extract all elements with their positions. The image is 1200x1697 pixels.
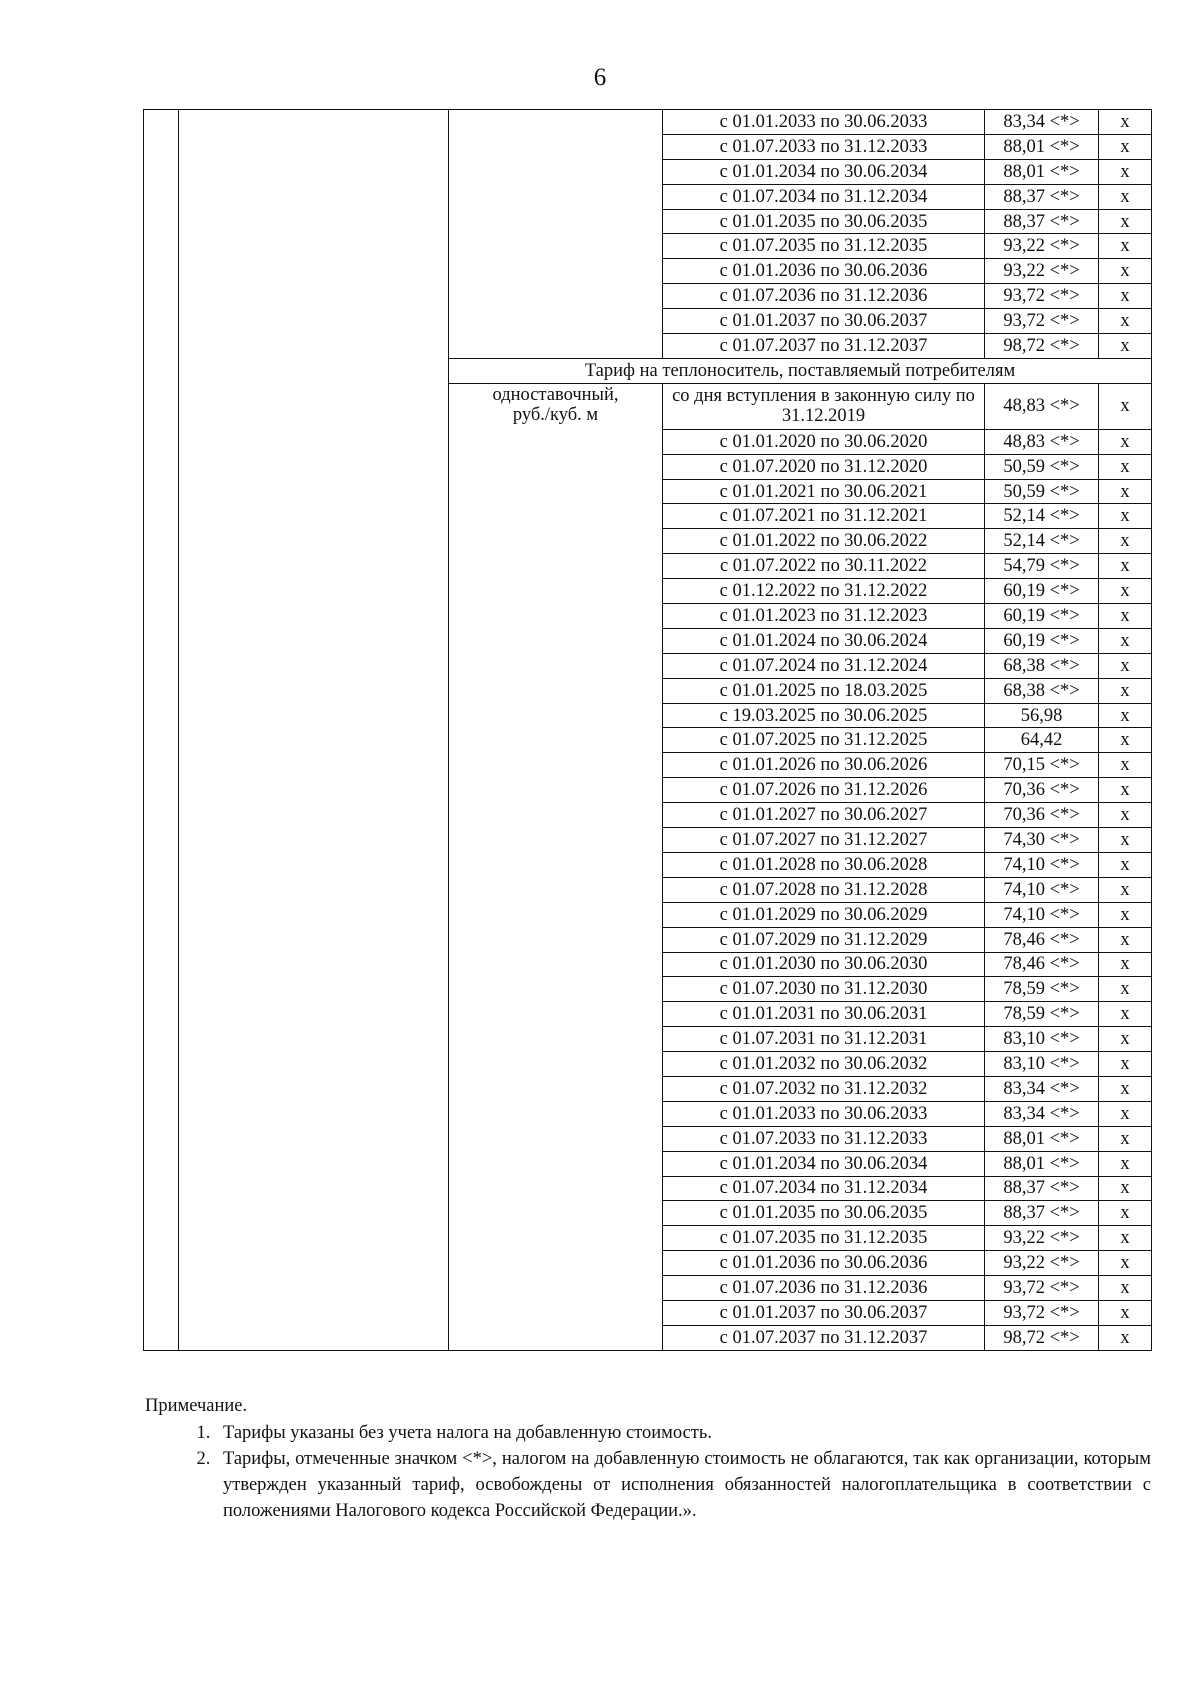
tariff-value-cell: 52,14 <*>	[985, 504, 1099, 529]
blank-number-column	[144, 110, 179, 1351]
mark-cell: x	[1099, 1325, 1152, 1350]
notes-title: Примечание.	[145, 1396, 248, 1416]
period-cell: с 01.07.2020 по 31.12.2020	[663, 454, 985, 479]
mark-cell: x	[1099, 1151, 1152, 1176]
period-cell: с 01.07.2035 по 31.12.2035	[663, 1226, 985, 1251]
mark-cell: x	[1099, 1101, 1152, 1126]
tariff-type-cell: одноставочный, руб./куб. м	[449, 383, 663, 1350]
tariff-value-cell: 83,34 <*>	[985, 1101, 1099, 1126]
mark-cell: x	[1099, 309, 1152, 334]
note-item: 2. Тарифы, отмеченные значком <*>, налогом на добавленную стоимость не облагаются, так как организации, которым утвержден указанный тариф, освобождены от исполнения обязанностей налогоплательщика в соответствии с положениями Налогового кодекса Российской Федерации.».	[215, 1446, 1151, 1524]
period-cell: с 01.01.2023 по 31.12.2023	[663, 604, 985, 629]
mark-cell: x	[1099, 828, 1152, 853]
period-cell: с 01.07.2036 по 31.12.2036	[663, 1276, 985, 1301]
period-cell: с 01.07.2037 по 31.12.2037	[663, 334, 985, 359]
period-cell: с 01.07.2027 по 31.12.2027	[663, 828, 985, 853]
notes-list	[145, 1420, 1151, 1524]
tariff-value-cell: 56,98	[985, 703, 1099, 728]
tariff-value-cell: 93,22 <*>	[985, 259, 1099, 284]
mark-cell: x	[1099, 479, 1152, 504]
table-row	[144, 110, 1152, 135]
tariff-value-cell: 50,59 <*>	[985, 479, 1099, 504]
mark-cell: x	[1099, 579, 1152, 604]
mark-cell: x	[1099, 209, 1152, 234]
mark-cell: x	[1099, 753, 1152, 778]
mark-cell: x	[1099, 1002, 1152, 1027]
tariff-value-cell: 98,72 <*>	[985, 1325, 1099, 1350]
period-cell: с 01.07.2034 по 31.12.2034	[663, 184, 985, 209]
page-number: 6	[593, 64, 607, 91]
tariff-value-cell: 88,37 <*>	[985, 1176, 1099, 1201]
mark-cell: x	[1099, 977, 1152, 1002]
tariff-value-cell: 98,72 <*>	[985, 334, 1099, 359]
tariff-value-cell: 93,72 <*>	[985, 284, 1099, 309]
mark-cell: x	[1099, 159, 1152, 184]
tariff-table-body	[144, 110, 1152, 1351]
tariff-value-cell: 70,36 <*>	[985, 803, 1099, 828]
tariff-value-cell: 93,22 <*>	[985, 1251, 1099, 1276]
tariff-value-cell: 78,59 <*>	[985, 1002, 1099, 1027]
tariff-value-cell: 74,30 <*>	[985, 828, 1099, 853]
period-cell: с 01.07.2030 по 31.12.2030	[663, 977, 985, 1002]
period-cell: с 01.01.2021 по 30.06.2021	[663, 479, 985, 504]
mark-cell: x	[1099, 334, 1152, 359]
tariff-value-cell: 74,10 <*>	[985, 902, 1099, 927]
period-cell: с 01.01.2037 по 30.06.2037	[663, 309, 985, 334]
mark-cell: x	[1099, 1226, 1152, 1251]
mark-cell: x	[1099, 504, 1152, 529]
mark-cell: x	[1099, 284, 1152, 309]
tariff-value-cell: 83,34 <*>	[985, 110, 1099, 135]
mark-cell: x	[1099, 1076, 1152, 1101]
mark-cell: x	[1099, 529, 1152, 554]
blank-organization-column	[179, 110, 449, 1351]
period-cell: с 01.07.2035 по 31.12.2035	[663, 234, 985, 259]
blank-tariff-type-cell	[449, 110, 663, 359]
tariff-value-cell: 83,34 <*>	[985, 1076, 1099, 1101]
mark-cell: x	[1099, 703, 1152, 728]
tariff-value-cell: 93,72 <*>	[985, 1276, 1099, 1301]
mark-cell: x	[1099, 952, 1152, 977]
mark-cell: x	[1099, 927, 1152, 952]
period-cell: с 01.01.2027 по 30.06.2027	[663, 803, 985, 828]
tariff-value-cell: 78,46 <*>	[985, 927, 1099, 952]
note-item: 1. Тарифы указаны без учета налога на добавленную стоимость.	[215, 1420, 1151, 1446]
section-header: Тариф на теплоноситель, поставляемый потребителям	[449, 358, 1152, 383]
mark-cell: x	[1099, 554, 1152, 579]
tariff-value-cell: 88,01 <*>	[985, 1151, 1099, 1176]
notes-section	[145, 1393, 1151, 1524]
mark-cell: x	[1099, 628, 1152, 653]
period-cell: с 01.01.2034 по 30.06.2034	[663, 159, 985, 184]
period-cell: с 01.07.2037 по 31.12.2037	[663, 1325, 985, 1350]
mark-cell: x	[1099, 1201, 1152, 1226]
period-cell: с 01.01.2036 по 30.06.2036	[663, 259, 985, 284]
mark-cell: x	[1099, 803, 1152, 828]
tariff-value-cell: 68,38 <*>	[985, 653, 1099, 678]
mark-cell: x	[1099, 678, 1152, 703]
tariff-value-cell: 48,83 <*>	[985, 383, 1099, 429]
tariff-value-cell: 78,59 <*>	[985, 977, 1099, 1002]
tariff-value-cell: 48,83 <*>	[985, 429, 1099, 454]
mark-cell: x	[1099, 1251, 1152, 1276]
period-cell: с 01.01.2025 по 18.03.2025	[663, 678, 985, 703]
period-cell: с 01.07.2033 по 31.12.2033	[663, 134, 985, 159]
period-cell: с 01.01.2032 по 30.06.2032	[663, 1052, 985, 1077]
tariff-value-cell: 83,10 <*>	[985, 1052, 1099, 1077]
mark-cell: x	[1099, 1176, 1152, 1201]
tariff-value-cell: 78,46 <*>	[985, 952, 1099, 977]
period-cell: с 01.07.2029 по 31.12.2029	[663, 927, 985, 952]
period-cell: с 01.01.2029 по 30.06.2029	[663, 902, 985, 927]
mark-cell: x	[1099, 110, 1152, 135]
tariff-value-cell: 52,14 <*>	[985, 529, 1099, 554]
period-cell: с 01.07.2028 по 31.12.2028	[663, 877, 985, 902]
period-cell: с 01.01.2035 по 30.06.2035	[663, 209, 985, 234]
period-cell: с 01.01.2033 по 30.06.2033	[663, 110, 985, 135]
tariff-value-cell: 54,79 <*>	[985, 554, 1099, 579]
period-cell: с 01.07.2025 по 31.12.2025	[663, 728, 985, 753]
mark-cell: x	[1099, 604, 1152, 629]
period-cell: с 01.01.2028 по 30.06.2028	[663, 852, 985, 877]
period-cell: с 01.07.2022 по 30.11.2022	[663, 554, 985, 579]
mark-cell: x	[1099, 877, 1152, 902]
period-cell: с 01.01.2031 по 30.06.2031	[663, 1002, 985, 1027]
tariff-table	[143, 109, 1152, 1351]
mark-cell: x	[1099, 1276, 1152, 1301]
period-cell: с 01.01.2034 по 30.06.2034	[663, 1151, 985, 1176]
period-cell: с 01.07.2033 по 31.12.2033	[663, 1126, 985, 1151]
mark-cell: x	[1099, 902, 1152, 927]
tariff-value-cell: 93,22 <*>	[985, 234, 1099, 259]
period-cell: с 01.07.2032 по 31.12.2032	[663, 1076, 985, 1101]
tariff-value-cell: 88,37 <*>	[985, 1201, 1099, 1226]
tariff-value-cell: 93,72 <*>	[985, 309, 1099, 334]
tariff-value-cell: 93,22 <*>	[985, 1226, 1099, 1251]
period-cell: с 01.07.2031 по 31.12.2031	[663, 1027, 985, 1052]
period-cell: с 19.03.2025 по 30.06.2025	[663, 703, 985, 728]
period-cell: с 01.01.2022 по 30.06.2022	[663, 529, 985, 554]
period-cell: с 01.07.2026 по 31.12.2026	[663, 778, 985, 803]
tariff-value-cell: 83,10 <*>	[985, 1027, 1099, 1052]
tariff-value-cell: 88,01 <*>	[985, 1126, 1099, 1151]
period-cell: с 01.01.2036 по 30.06.2036	[663, 1251, 985, 1276]
mark-cell: x	[1099, 234, 1152, 259]
tariff-value-cell: 88,01 <*>	[985, 134, 1099, 159]
tariff-value-cell: 60,19 <*>	[985, 604, 1099, 629]
tariff-value-cell: 60,19 <*>	[985, 628, 1099, 653]
mark-cell: x	[1099, 383, 1152, 429]
tariff-value-cell: 68,38 <*>	[985, 678, 1099, 703]
period-cell: с 01.07.2021 по 31.12.2021	[663, 504, 985, 529]
mark-cell: x	[1099, 852, 1152, 877]
mark-cell: x	[1099, 429, 1152, 454]
mark-cell: x	[1099, 1027, 1152, 1052]
period-cell: с 01.01.2037 по 30.06.2037	[663, 1300, 985, 1325]
tariff-value-cell: 70,15 <*>	[985, 753, 1099, 778]
period-cell: с 01.07.2036 по 31.12.2036	[663, 284, 985, 309]
tariff-value-cell: 70,36 <*>	[985, 778, 1099, 803]
tariff-value-cell: 88,37 <*>	[985, 209, 1099, 234]
mark-cell: x	[1099, 454, 1152, 479]
period-cell: с 01.01.2030 по 30.06.2030	[663, 952, 985, 977]
tariff-value-cell: 60,19 <*>	[985, 579, 1099, 604]
tariff-value-cell: 88,01 <*>	[985, 159, 1099, 184]
period-cell: с 01.07.2024 по 31.12.2024	[663, 653, 985, 678]
mark-cell: x	[1099, 134, 1152, 159]
period-cell: со дня вступления в законную силу по 31.12.2019	[663, 383, 985, 429]
mark-cell: x	[1099, 259, 1152, 284]
period-cell: с 01.01.2033 по 30.06.2033	[663, 1101, 985, 1126]
period-cell: с 01.01.2020 по 30.06.2020	[663, 429, 985, 454]
mark-cell: x	[1099, 728, 1152, 753]
tariff-value-cell: 93,72 <*>	[985, 1300, 1099, 1325]
period-cell: с 01.01.2026 по 30.06.2026	[663, 753, 985, 778]
mark-cell: x	[1099, 1052, 1152, 1077]
tariff-value-cell: 74,10 <*>	[985, 852, 1099, 877]
tariff-value-cell: 88,37 <*>	[985, 184, 1099, 209]
period-cell: с 01.12.2022 по 31.12.2022	[663, 579, 985, 604]
mark-cell: x	[1099, 184, 1152, 209]
tariff-value-cell: 64,42	[985, 728, 1099, 753]
period-cell: с 01.01.2024 по 30.06.2024	[663, 628, 985, 653]
mark-cell: x	[1099, 653, 1152, 678]
period-cell: с 01.07.2034 по 31.12.2034	[663, 1176, 985, 1201]
mark-cell: x	[1099, 778, 1152, 803]
period-cell: с 01.01.2035 по 30.06.2035	[663, 1201, 985, 1226]
mark-cell: x	[1099, 1126, 1152, 1151]
mark-cell: x	[1099, 1300, 1152, 1325]
tariff-value-cell: 50,59 <*>	[985, 454, 1099, 479]
tariff-value-cell: 74,10 <*>	[985, 877, 1099, 902]
